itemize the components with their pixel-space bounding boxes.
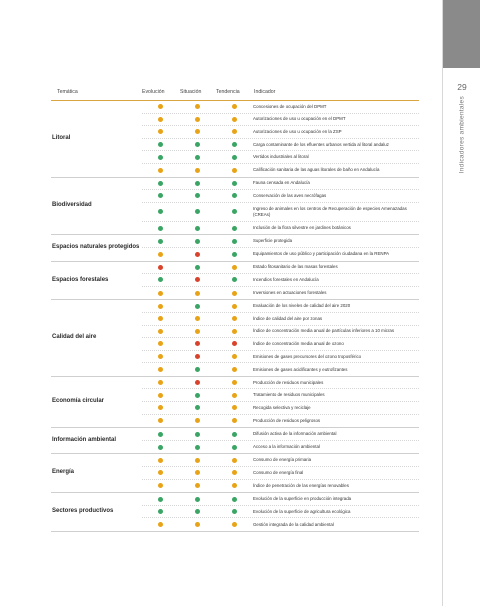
indicator-text: Emisiones de gases precursores del ozono troposférico [253,353,362,359]
tendencia-dot-icon [232,226,237,231]
indicator-text: Vertidos industriales al litoral [253,154,309,160]
table-row [142,101,419,114]
group-label: Información ambiental [52,436,117,443]
situacion-dot-icon [195,155,200,160]
situacion-dot-icon [195,458,200,463]
indicator-text: Producción de residuos municipales [253,379,324,385]
indicator-text: Fauna censada en Andalucía [253,180,310,186]
table-header [51,87,419,101]
table-row [142,190,419,203]
table-row [142,467,419,480]
tendencia-dot-icon [232,509,237,514]
situacion-dot-icon [195,418,200,423]
table-group [51,178,419,236]
indicator-text: Consumo de energía final [253,469,304,475]
evolucion-dot-icon [158,367,163,372]
evolucion-dot-icon [158,168,163,173]
situacion-dot-icon [195,291,200,296]
evolucion-dot-icon [158,193,163,198]
page-number: 29 [457,82,467,92]
table-row [142,454,419,467]
situacion-dot-icon [195,226,200,231]
group-label: Economía circular [52,398,105,405]
indicator-text: Emisiones de gases acidificantes y eutrofizantes [253,366,348,372]
tendencia-dot-icon [232,291,237,296]
tendencia-dot-icon [232,497,237,502]
header-tendencia: Tendencia [216,89,240,95]
situacion-dot-icon [195,181,200,186]
table-row [142,300,419,313]
situacion-dot-icon [195,483,200,488]
evolucion-dot-icon [158,181,163,186]
tendencia-dot-icon [232,265,237,270]
table-row [142,287,419,300]
tendencia-dot-icon [232,316,237,321]
evolucion-dot-icon [158,304,163,309]
table-row [142,313,419,326]
group-label: Litoral [52,134,71,141]
evolucion-dot-icon [158,239,163,244]
evolucion-dot-icon [158,341,163,346]
tendencia-dot-icon [232,354,237,359]
situacion-dot-icon [195,104,200,109]
situacion-dot-icon [195,393,200,398]
situacion-dot-icon [195,367,200,372]
tendencia-dot-icon [232,380,237,385]
evolucion-dot-icon [158,354,163,359]
table-row [142,402,419,415]
table-row [142,518,419,531]
tendencia-dot-icon [232,522,237,527]
evolucion-dot-icon [158,497,163,502]
table-row [142,235,419,248]
tendencia-dot-icon [232,458,237,463]
evolucion-dot-icon [158,432,163,437]
tendencia-dot-icon [232,155,237,160]
evolucion-dot-icon [158,252,163,257]
table-row [142,164,419,177]
evolucion-dot-icon [158,104,163,109]
header-tematica: Temática [57,89,78,95]
tendencia-dot-icon [232,252,237,257]
indicator-text: Difusión activa de la información ambiental [253,431,337,437]
tendencia-dot-icon [232,181,237,186]
group-label: Calidad del aire [52,334,97,341]
situacion-dot-icon [195,209,200,214]
table-row [142,506,419,519]
indicator-text: Ingreso de animales en los centros de Recuperación de especies Amenazadas (CREAs) [253,205,407,217]
table-row [142,114,419,127]
situacion-dot-icon [195,316,200,321]
evolucion-dot-icon [158,522,163,527]
table-row [142,262,419,275]
table-row [142,338,419,351]
indicator-text: Autorizaciones de uso u ocupación en la ZSP [253,129,342,135]
evolucion-dot-icon [158,470,163,475]
situacion-dot-icon [195,497,200,502]
tendencia-dot-icon [232,168,237,173]
tendencia-dot-icon [232,329,237,334]
table-group [51,428,419,454]
tendencia-dot-icon [232,367,237,372]
table-row [142,428,419,441]
table-row [142,377,419,390]
evolucion-dot-icon [158,277,163,282]
indicator-text: Incendios forestales en Andalucía [253,276,319,282]
table-row [142,274,419,287]
group-label: Espacios naturales protegidos [52,244,140,251]
table-group [51,235,419,261]
indicator-text: Tratamiento de residuos municipales [253,392,325,398]
indicator-text: Índice de concentración media anual de partículas inferiores a 10 micras [253,328,395,334]
tendencia-dot-icon [232,445,237,450]
evolucion-dot-icon [158,209,163,214]
evolucion-dot-icon [158,445,163,450]
tendencia-dot-icon [232,209,237,214]
tendencia-dot-icon [232,470,237,475]
situacion-dot-icon [195,405,200,410]
indicator-text: Inversiones en actuaciones forestales [253,290,327,296]
table-group [51,300,419,377]
situacion-dot-icon [195,168,200,173]
evolucion-dot-icon [158,405,163,410]
indicator-text: Recogida selectiva y reciclaje [253,404,311,410]
indicator-text: Producción de residuos peligrosos [253,417,321,423]
table-row [142,441,419,454]
situacion-dot-icon [195,304,200,309]
situacion-dot-icon [195,432,200,437]
indicator-text: Equipamientos de uso público y participación ciudadana en la RENPA [253,251,390,257]
situacion-dot-icon [195,380,200,385]
evolucion-dot-icon [158,142,163,147]
indicator-text: Concesiones de ocupación del DPMT [253,103,327,109]
tendencia-dot-icon [232,418,237,423]
indicator-text: Consumo de energía primaria [253,457,312,463]
tendencia-dot-icon [232,104,237,109]
table-row [142,480,419,493]
indicator-text: Evolución de la superficie en producción integrada [253,496,352,502]
tendencia-dot-icon [232,117,237,122]
table-row [142,126,419,139]
table-body [51,101,419,532]
situacion-dot-icon [195,117,200,122]
table-group [51,454,419,493]
header-evolucion: Evolución [142,89,165,95]
table-row [142,351,419,364]
tendencia-dot-icon [232,239,237,244]
indicator-text: Conservación de las aves necrófagas [253,192,327,198]
tendencia-dot-icon [232,393,237,398]
group-label: Biodiversidad [52,202,92,209]
evolucion-dot-icon [158,117,163,122]
tendencia-dot-icon [232,277,237,282]
indicator-text: Carga contaminante de los efluentes urbanos vertida al litoral andaluz [253,141,389,147]
situacion-dot-icon [195,129,200,134]
table-group [51,101,419,178]
group-label: Sectores productivos [52,508,114,515]
evolucion-dot-icon [158,226,163,231]
tendencia-dot-icon [232,129,237,134]
indicator-text: Evaluación de los niveles de calidad del aire 2020 [253,303,351,309]
situacion-dot-icon [195,142,200,147]
group-label: Espacios forestales [52,276,109,283]
situacion-dot-icon [195,445,200,450]
indicator-text: Estado fitosanitario de las masas forestales [253,264,338,270]
indicator-text: Autorizaciones de uso u ocupación en el DPMT [253,116,346,122]
evolucion-dot-icon [158,458,163,463]
indicator-text: Acceso a la información ambiental [253,444,320,450]
table-row [142,178,419,191]
header-indicador: Indicador [254,89,276,95]
section-title-text: Indicadores ambientales [458,96,466,174]
indicator-text: Evolución de la superficie de agricultura ecológica [253,508,351,514]
table-row [142,493,419,506]
tendencia-dot-icon [232,304,237,309]
table-row [142,415,419,428]
evolucion-dot-icon [158,483,163,488]
evolucion-dot-icon [158,129,163,134]
evolucion-dot-icon [158,509,163,514]
indicator-text: Índice de calidad del aire por zonas [253,315,323,321]
table-row [142,151,419,164]
table-row [142,389,419,402]
evolucion-dot-icon [158,316,163,321]
situacion-dot-icon [195,239,200,244]
table-row [142,222,419,235]
indicators-table [51,87,419,532]
tendencia-dot-icon [232,432,237,437]
indicator-text: Superficie protegida [253,238,293,244]
indicator-text: Inclusión de la flora silvestre en jardines botánicos [253,225,351,231]
situacion-dot-icon [195,329,200,334]
situacion-dot-icon [195,277,200,282]
evolucion-dot-icon [158,155,163,160]
situacion-dot-icon [195,509,200,514]
evolucion-dot-icon [158,393,163,398]
header-situacion: Situación [180,89,202,95]
indicator-text: Gestión integrada de la calidad ambiental [253,521,334,527]
group-label: Energía [52,469,75,476]
evolucion-dot-icon [158,265,163,270]
situacion-dot-icon [195,470,200,475]
indicator-text: Índice de concentración media anual de ozono [253,340,344,346]
section-title-vertical [455,96,469,206]
evolucion-dot-icon [158,329,163,334]
table-group [51,493,419,532]
tendencia-dot-icon [232,193,237,198]
situacion-dot-icon [195,252,200,257]
evolucion-dot-icon [158,418,163,423]
situacion-dot-icon [195,193,200,198]
evolucion-dot-icon [158,291,163,296]
table-group [51,262,419,301]
tendencia-dot-icon [232,341,237,346]
indicator-text: Calificación sanitaria de las aguas litorales de baño en Andalucía [253,167,380,173]
table-row [142,363,419,376]
table-row [142,248,419,261]
situacion-dot-icon [195,354,200,359]
tendencia-dot-icon [232,405,237,410]
indicator-text: Índice de penetración de las energías renovables [253,482,349,488]
situacion-dot-icon [195,265,200,270]
sidebar [442,0,480,606]
tendencia-dot-icon [232,142,237,147]
situacion-dot-icon [195,341,200,346]
table-row [142,203,419,222]
sidebar-top-block [443,0,480,68]
evolucion-dot-icon [158,380,163,385]
table-row [142,139,419,152]
tendencia-dot-icon [232,483,237,488]
table-group [51,377,419,428]
situacion-dot-icon [195,522,200,527]
table-row [142,326,419,339]
